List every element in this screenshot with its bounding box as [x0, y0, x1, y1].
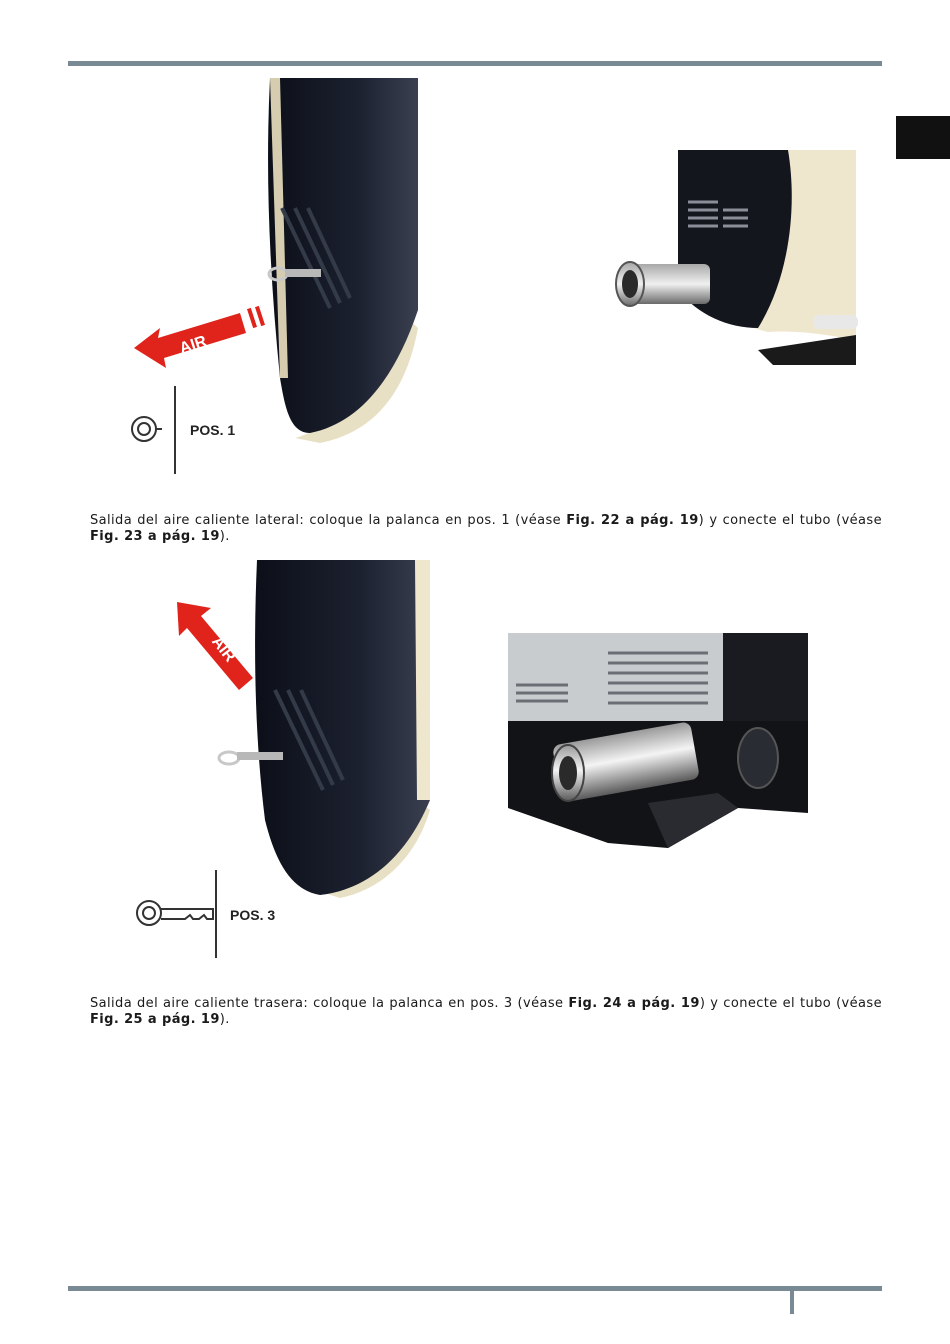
figure-reference[interactable]: Fig. 22 a pág. 19 [566, 513, 699, 528]
lever-position-key-icon [132, 386, 175, 474]
figure-side-tube-connection [608, 150, 860, 370]
paragraph-text: ) y conecte el tubo (véase [699, 996, 882, 1011]
figure-rear-tube-connection [508, 633, 808, 853]
section-tab [896, 116, 950, 159]
air-arrow [177, 602, 253, 690]
figure-reference[interactable]: Fig. 24 a pág. 19 [568, 996, 700, 1011]
paragraph-text: Salida del aire caliente lateral: coloque la palanca en pos. 1 (véase [90, 513, 567, 528]
instruction-paragraph-side [90, 513, 882, 545]
figure-reference[interactable]: Fig. 23 a pág. 19 [90, 529, 220, 544]
lever-position-key-icon [137, 870, 216, 958]
air-arrow [134, 306, 265, 368]
position-label: POS. 3 [230, 907, 276, 923]
paragraph-text: ). [219, 1012, 230, 1027]
instruction-paragraph-rear [90, 996, 882, 1028]
page-number-marker [790, 1290, 794, 1314]
figure-rear-outlet-lever [125, 560, 435, 960]
footer-rule [68, 1286, 882, 1291]
paragraph-text: ). [219, 529, 230, 544]
figure-side-outlet-lever [120, 78, 430, 478]
header-rule [68, 61, 882, 66]
paragraph-text: Salida del aire caliente trasera: coloque la palanca en pos. 3 (véase [90, 996, 569, 1011]
air-label: AIR [177, 332, 209, 358]
paragraph-text: ) y conecte el tubo (véase [698, 513, 882, 528]
position-label: POS. 1 [190, 422, 236, 438]
air-label: AIR [208, 633, 239, 666]
figure-reference[interactable]: Fig. 25 a pág. 19 [90, 1012, 220, 1027]
